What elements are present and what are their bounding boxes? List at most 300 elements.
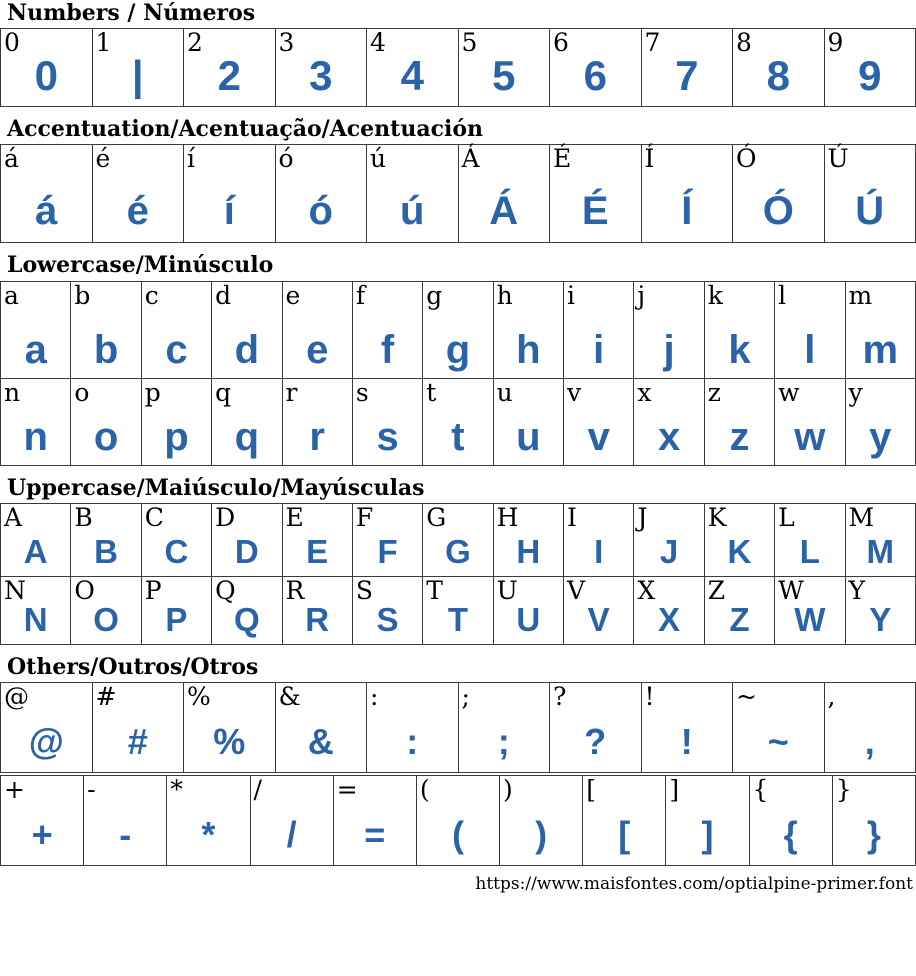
glyph-cell: [775, 576, 845, 644]
cell-glyph: Ó: [762, 189, 794, 234]
section-tables: [0, 28, 916, 107]
glyph-cell: [367, 145, 459, 243]
glyph-cell: [704, 281, 774, 378]
cell-label: ú: [370, 144, 387, 174]
glyph-cell: [141, 503, 211, 576]
cell-glyph: Í: [681, 189, 693, 234]
cell-glyph: f: [380, 327, 395, 372]
cell-label: i: [567, 280, 575, 310]
glyph-cell: [634, 281, 704, 378]
cell-label: z: [707, 377, 721, 407]
cell-glyph: y: [869, 414, 892, 459]
cell-label: X: [637, 575, 656, 605]
cell-label: /: [253, 774, 262, 804]
cell-label: l: [778, 280, 787, 310]
glyph-row: [1, 378, 916, 465]
cell-glyph: ,: [864, 720, 875, 762]
cell-glyph: (: [451, 813, 464, 855]
glyph-cell: [704, 378, 774, 465]
cell-label: C: [144, 502, 164, 532]
section-uppercase: [0, 476, 916, 645]
cell-glyph: c: [165, 327, 188, 372]
cell-glyph: ;: [497, 720, 510, 762]
cell-label: É: [553, 144, 572, 174]
cell-label: 7: [644, 28, 661, 58]
glyph-cell: [634, 378, 704, 465]
cell-label: W: [778, 575, 804, 605]
glyph-cell: [634, 576, 704, 644]
cell-label: ~: [736, 681, 757, 711]
glyph-cell: [564, 378, 634, 465]
cell-label: g: [426, 280, 443, 310]
cell-label: !: [644, 681, 655, 711]
cell-glyph: o: [93, 414, 119, 459]
cell-glyph: N: [23, 600, 48, 638]
cell-glyph: h: [516, 327, 541, 372]
cell-label: F: [355, 502, 374, 532]
cell-glyph: n: [23, 414, 48, 459]
glyph-cell: [583, 775, 666, 865]
cell-glyph: Á: [489, 189, 519, 234]
cell-label: Z: [707, 575, 726, 605]
cell-label: h: [496, 280, 513, 310]
cell-label: á: [4, 144, 19, 174]
cell-glyph: !: [680, 720, 693, 762]
cell-glyph: Q: [233, 600, 260, 638]
section-tables: [0, 682, 916, 866]
glyph-row: [1, 682, 916, 772]
glyph-cell: [71, 378, 141, 465]
cell-label: %: [187, 681, 211, 711]
cell-glyph: r: [309, 414, 325, 459]
glyph-cell: [458, 29, 550, 107]
glyph-cell: [141, 281, 211, 378]
cell-glyph: l: [804, 327, 816, 372]
glyph-table: [0, 775, 916, 866]
glyph-cell: [845, 281, 916, 378]
cell-glyph: V: [587, 600, 610, 638]
cell-label: S: [355, 575, 374, 605]
cell-label: &: [278, 681, 301, 711]
cell-glyph: u: [516, 414, 541, 459]
glyph-cell: [352, 281, 422, 378]
glyph-cell: [282, 576, 352, 644]
cell-glyph: %: [213, 720, 246, 762]
glyph-table: [0, 144, 916, 243]
cell-glyph: Z: [729, 600, 750, 638]
glyph-cell: [184, 145, 276, 243]
glyph-cell: [550, 145, 642, 243]
glyph-cell: [641, 145, 733, 243]
glyph-cell: [92, 682, 184, 772]
glyph-cell: [84, 775, 167, 865]
cell-glyph: ú: [400, 189, 425, 234]
glyph-row: [1, 503, 916, 576]
cell-glyph: x: [657, 414, 681, 459]
glyph-cell: [845, 576, 916, 644]
cell-label: V: [567, 575, 586, 605]
cell-glyph: ~: [767, 720, 789, 762]
glyph-table: [0, 503, 916, 645]
cell-glyph: +: [31, 813, 53, 855]
cell-glyph: í: [223, 189, 235, 234]
cell-label: *: [170, 774, 183, 804]
cell-glyph: v: [587, 414, 610, 459]
glyph-cell: [824, 29, 916, 107]
cell-glyph: R: [305, 600, 330, 638]
cell-label: Y: [848, 575, 866, 605]
glyph-cell: [1, 576, 71, 644]
glyph-cell: [641, 682, 733, 772]
cell-glyph: 7: [675, 52, 699, 100]
glyph-cell: [1, 775, 84, 865]
glyph-cell: [167, 775, 250, 865]
glyph-cell: [275, 29, 367, 107]
cell-glyph: C: [164, 532, 189, 570]
glyph-cell: [423, 281, 493, 378]
glyph-row: [1, 29, 916, 107]
glyph-cell: [1, 29, 93, 107]
glyph-cell: [458, 682, 550, 772]
glyph-cell: [824, 682, 916, 772]
glyph-cell: [666, 775, 749, 865]
cell-glyph: U: [516, 600, 541, 638]
glyph-cell: [493, 281, 563, 378]
glyph-cell: [775, 378, 845, 465]
cell-label: 6: [553, 28, 569, 58]
cell-label: -: [87, 774, 96, 804]
cell-glyph: ): [535, 813, 548, 855]
glyph-cell: [1, 503, 71, 576]
cell-label: T: [426, 575, 443, 605]
glyph-cell: [352, 378, 422, 465]
font-specimen-page: [0, 1, 916, 894]
cell-label: Á: [461, 144, 480, 174]
cell-glyph: á: [35, 189, 58, 234]
cell-label: 8: [736, 28, 752, 58]
cell-label: Ú: [827, 144, 849, 174]
glyph-cell: [1, 378, 71, 465]
cell-glyph: #: [127, 720, 148, 762]
footer-url: https://www.maisfontes.com/optialpine-primer.font: [475, 873, 913, 894]
glyph-cell: [423, 503, 493, 576]
glyph-cell: [641, 29, 733, 107]
glyph-cell: [500, 775, 583, 865]
cell-glyph: ó: [308, 189, 333, 234]
cell-glyph: w: [794, 414, 826, 459]
cell-glyph: @: [28, 720, 64, 762]
cell-glyph: X: [658, 600, 681, 638]
section-title: Accentuation/Acentuação/Acentuación: [7, 116, 484, 143]
cell-label: L: [778, 502, 795, 532]
cell-label: w: [778, 377, 800, 407]
cell-glyph: j: [663, 327, 675, 372]
glyph-cell: [564, 576, 634, 644]
glyph-cell: [733, 145, 825, 243]
glyph-cell: [1, 682, 93, 772]
cell-label: 3: [278, 28, 295, 58]
cell-label: J: [637, 502, 648, 532]
cell-glyph: z: [729, 414, 750, 459]
cell-glyph: 3: [309, 52, 333, 100]
section-title: Uppercase/Maiúsculo/Mayúsculas: [7, 474, 425, 501]
glyph-cell: [141, 378, 211, 465]
cell-glyph: M: [866, 532, 894, 570]
cell-label: 9: [827, 28, 844, 58]
cell-label: y: [848, 377, 863, 407]
cell-label: 0: [4, 28, 20, 58]
cell-glyph: }: [866, 813, 881, 855]
cell-label: B: [74, 502, 93, 532]
cell-label: 1: [95, 28, 112, 58]
cell-label: v: [567, 377, 582, 407]
cell-label: b: [74, 280, 91, 310]
glyph-cell: [749, 775, 832, 865]
glyph-cell: [733, 682, 825, 772]
glyph-cell: [92, 29, 184, 107]
cell-label: }: [835, 774, 852, 804]
glyph-cell: [141, 576, 211, 644]
cell-glyph: 9: [858, 52, 882, 100]
cell-glyph: P: [165, 600, 188, 638]
section-title: Numbers / Números: [7, 0, 256, 26]
cell-label: +: [4, 774, 25, 804]
cell-glyph: 8: [766, 52, 790, 100]
glyph-cell: [458, 145, 550, 243]
cell-glyph: W: [794, 600, 826, 638]
glyph-cell: [423, 576, 493, 644]
cell-label: k: [707, 280, 723, 310]
glyph-cell: [550, 682, 642, 772]
cell-label: n: [4, 377, 21, 407]
cell-glyph: O: [93, 600, 119, 638]
glyph-cell: [212, 281, 282, 378]
cell-glyph: Y: [869, 600, 892, 638]
cell-glyph: b: [93, 327, 119, 372]
cell-label: [: [586, 774, 596, 804]
cell-label: E: [285, 502, 304, 532]
cell-glyph: ?: [584, 720, 607, 762]
cell-glyph: A: [23, 532, 48, 570]
cell-label: A: [4, 502, 23, 532]
cell-label: a: [4, 280, 19, 310]
cell-glyph: D: [234, 532, 259, 570]
cell-label: q: [215, 377, 232, 407]
glyph-cell: [352, 576, 422, 644]
glyph-cell: [212, 576, 282, 644]
cell-glyph: 4: [400, 52, 424, 100]
cell-glyph: |: [131, 52, 144, 100]
glyph-cell: [550, 29, 642, 107]
cell-label: @: [4, 681, 29, 711]
cell-glyph: 6: [583, 52, 607, 100]
cell-label: o: [74, 377, 90, 407]
cell-label: 4: [370, 28, 386, 58]
cell-glyph: s: [376, 414, 399, 459]
cell-label: ): [503, 774, 513, 804]
glyph-cell: [564, 503, 634, 576]
cell-label: H: [496, 502, 519, 532]
cell-label: G: [426, 502, 447, 532]
cell-glyph: É: [581, 189, 609, 234]
cell-glyph: e: [306, 327, 329, 372]
cell-label: #: [95, 681, 117, 711]
cell-glyph: S: [376, 600, 399, 638]
glyph-cell: [775, 503, 845, 576]
cell-glyph: p: [164, 414, 189, 459]
cell-glyph: Ú: [855, 189, 885, 234]
cell-glyph: E: [306, 532, 329, 570]
cell-label: P: [144, 575, 162, 605]
cell-label: c: [144, 280, 159, 310]
cell-glyph: *: [201, 813, 216, 855]
section-others: [0, 655, 916, 866]
cell-label: j: [637, 280, 646, 310]
cell-label: O: [74, 575, 95, 605]
glyph-table: [0, 281, 916, 466]
cell-label: D: [215, 502, 236, 532]
cell-label: u: [496, 377, 513, 407]
cell-glyph: &: [307, 720, 334, 762]
glyph-cell: [423, 378, 493, 465]
cell-glyph: d: [234, 327, 260, 372]
glyph-cell: [367, 29, 459, 107]
cell-glyph: k: [728, 327, 751, 372]
cell-glyph: J: [659, 532, 679, 570]
cell-glyph: F: [377, 532, 398, 570]
glyph-cell: [71, 281, 141, 378]
cell-label: I: [567, 502, 577, 532]
cell-label: é: [95, 144, 111, 174]
cell-label: M: [848, 502, 875, 532]
section-tables: [0, 144, 916, 243]
section-title: Others/Outros/Otros: [7, 653, 259, 680]
cell-label: R: [285, 575, 305, 605]
cell-glyph: ]: [701, 813, 714, 855]
glyph-cell: [367, 682, 459, 772]
glyph-cell: [92, 145, 184, 243]
glyph-cell: [184, 682, 276, 772]
glyph-cell: [333, 775, 416, 865]
glyph-cell: [493, 503, 563, 576]
cell-label: ;: [461, 681, 470, 711]
glyph-cell: [704, 576, 774, 644]
glyph-cell: [275, 145, 367, 243]
glyph-cell: [416, 775, 499, 865]
glyph-cell: [845, 503, 916, 576]
cell-glyph: -: [119, 813, 132, 855]
section-title: Lowercase/Minúsculo: [7, 252, 274, 279]
cell-glyph: H: [516, 532, 541, 570]
cell-label: x: [637, 377, 652, 407]
glyph-cell: [282, 378, 352, 465]
glyph-cell: [282, 503, 352, 576]
section-tables: [0, 281, 916, 466]
glyph-row: [1, 775, 916, 865]
glyph-cell: [250, 775, 333, 865]
cell-glyph: q: [234, 414, 260, 459]
cell-label: ,: [827, 681, 836, 711]
glyph-cell: [564, 281, 634, 378]
cell-glyph: g: [445, 327, 471, 372]
glyph-row: [1, 281, 916, 378]
cell-glyph: :: [406, 720, 419, 762]
glyph-cell: [845, 378, 916, 465]
cell-glyph: /: [286, 813, 297, 855]
cell-label: Q: [215, 575, 236, 605]
cell-glyph: B: [94, 532, 118, 570]
section-lowercase: [0, 253, 916, 465]
cell-label: :: [370, 681, 379, 711]
cell-label: t: [426, 377, 437, 407]
glyph-cell: [1, 281, 71, 378]
glyph-cell: [733, 29, 825, 107]
cell-label: N: [4, 575, 26, 605]
glyph-cell: [71, 503, 141, 576]
glyph-cell: [824, 145, 916, 243]
cell-label: r: [285, 377, 298, 407]
glyph-cell: [493, 378, 563, 465]
glyph-cell: [493, 576, 563, 644]
glyph-cell: [275, 682, 367, 772]
cell-label: ?: [553, 681, 567, 711]
cell-label: (: [419, 774, 430, 804]
cell-label: e: [285, 280, 301, 310]
cell-glyph: [: [618, 813, 631, 855]
glyph-table: [0, 28, 916, 107]
cell-glyph: K: [727, 532, 752, 570]
cell-glyph: {: [783, 813, 798, 855]
cell-label: p: [144, 377, 161, 407]
glyph-cell: [212, 503, 282, 576]
cell-glyph: t: [451, 414, 465, 459]
cell-glyph: i: [593, 327, 605, 372]
cell-label: 2: [187, 28, 203, 58]
glyph-cell: [282, 281, 352, 378]
cell-glyph: I: [594, 532, 604, 570]
glyph-cell: [1, 145, 93, 243]
cell-label: 5: [461, 28, 478, 58]
glyph-cell: [634, 503, 704, 576]
cell-label: í: [187, 144, 195, 174]
glyph-cell: [71, 576, 141, 644]
cell-label: =: [336, 774, 358, 804]
cell-glyph: é: [126, 189, 149, 234]
cell-label: f: [355, 280, 366, 310]
cell-label: {: [752, 774, 769, 804]
cell-label: Í: [644, 144, 655, 174]
cell-label: m: [848, 280, 873, 310]
glyph-cell: [212, 378, 282, 465]
cell-glyph: 0: [34, 52, 58, 100]
cell-glyph: m: [862, 327, 899, 372]
glyph-cell: [775, 281, 845, 378]
glyph-row: [1, 145, 916, 243]
cell-glyph: T: [447, 600, 469, 638]
cell-glyph: 5: [492, 52, 516, 100]
glyph-table: [0, 682, 916, 773]
section-accentuation: [0, 117, 916, 243]
cell-label: K: [707, 502, 727, 532]
section-numbers: [0, 1, 916, 107]
cell-label: s: [355, 377, 369, 407]
cell-label: d: [215, 280, 232, 310]
cell-label: U: [496, 575, 518, 605]
cell-label: Ó: [736, 144, 757, 174]
glyph-cell: [832, 775, 915, 865]
glyph-cell: [184, 29, 276, 107]
glyph-cell: [704, 503, 774, 576]
